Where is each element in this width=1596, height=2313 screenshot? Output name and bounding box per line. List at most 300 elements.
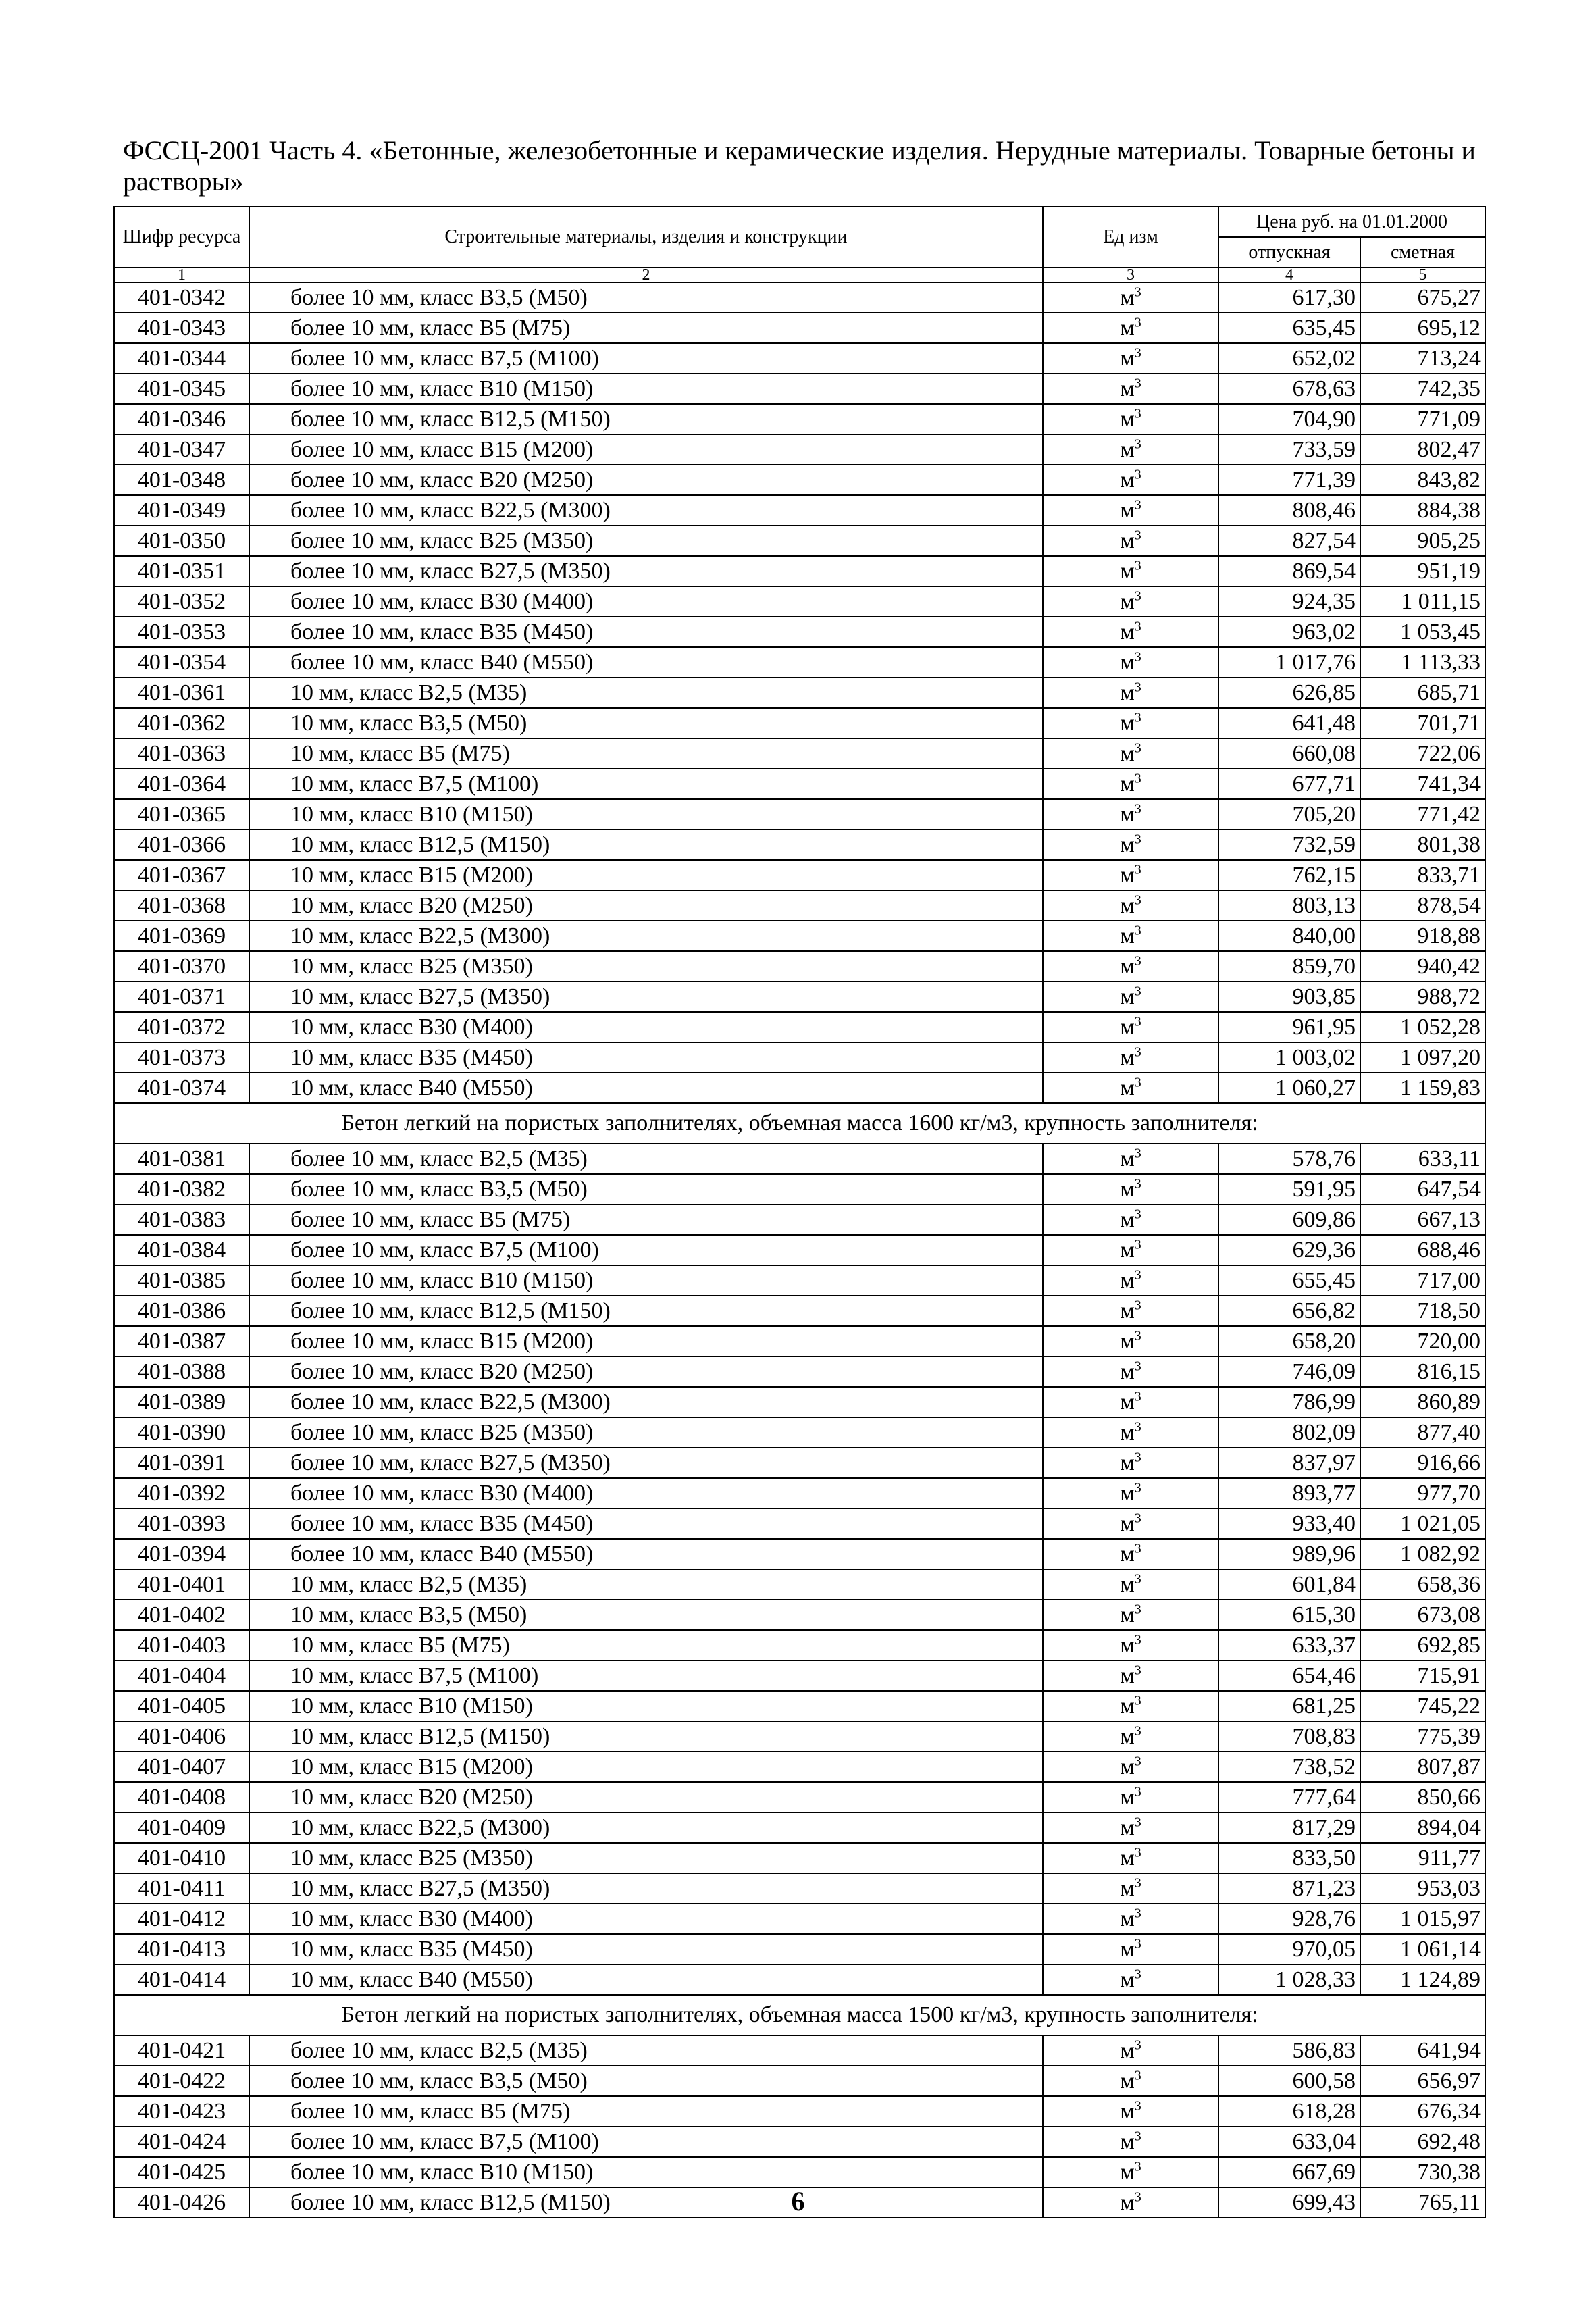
resource-code: 401-0394 (114, 1539, 249, 1569)
price-estimate: 765,11 (1360, 2187, 1485, 2218)
unit-base: м (1120, 1298, 1135, 1323)
price-release: 903,85 (1218, 982, 1360, 1012)
resource-code: 401-0386 (114, 1296, 249, 1326)
resource-description: 10 мм, класс В20 (М250) (249, 890, 1043, 921)
unit-base: м (1120, 923, 1135, 948)
price-estimate: 905,25 (1360, 526, 1485, 556)
price-estimate: 647,54 (1360, 1174, 1485, 1204)
resource-code: 401-0384 (114, 1235, 249, 1265)
price-estimate: 658,36 (1360, 1569, 1485, 1600)
unit-cell (1043, 2157, 1218, 2187)
unit-cell (1043, 647, 1218, 678)
price-estimate: 1 011,15 (1360, 586, 1485, 617)
resource-description: более 10 мм, класс В30 (М400) (249, 1478, 1043, 1508)
unit-base: м (1120, 649, 1135, 675)
price-estimate: 1 052,28 (1360, 1012, 1485, 1042)
price-release: 633,04 (1218, 2127, 1360, 2157)
unit-base: м (1120, 1014, 1135, 1040)
unit-cell (1043, 282, 1218, 313)
price-estimate: 843,82 (1360, 465, 1485, 495)
unit-base: м (1120, 284, 1135, 310)
price-estimate: 692,48 (1360, 2127, 1485, 2157)
unit-cell (1043, 556, 1218, 586)
unit-power: 3 (1134, 801, 1141, 817)
table-row (114, 282, 1485, 313)
table-row (114, 556, 1485, 586)
unit-cell (1043, 1296, 1218, 1326)
unit-power: 3 (1134, 1206, 1141, 1222)
resource-code: 401-0368 (114, 890, 249, 921)
price-release: 933,40 (1218, 1508, 1360, 1539)
price-estimate: 951,19 (1360, 556, 1485, 586)
price-release: 705,20 (1218, 799, 1360, 830)
resource-code: 401-0364 (114, 769, 249, 799)
price-estimate: 878,54 (1360, 890, 1485, 921)
unit-cell (1043, 1387, 1218, 1417)
table-row (114, 1417, 1485, 1448)
price-release: 635,45 (1218, 313, 1360, 343)
unit-base: м (1120, 1328, 1135, 1354)
resource-description: 10 мм, класс В25 (М350) (249, 951, 1043, 982)
price-release: 591,95 (1218, 1174, 1360, 1204)
price-release: 578,76 (1218, 1144, 1360, 1174)
resource-code: 401-0348 (114, 465, 249, 495)
page-number: 6 (791, 2186, 805, 2216)
table-row (114, 647, 1485, 678)
unit-cell (1043, 617, 1218, 647)
price-estimate: 801,38 (1360, 830, 1485, 860)
price-release: 615,30 (1218, 1600, 1360, 1630)
resource-code: 401-0366 (114, 830, 249, 860)
unit-power: 3 (1134, 1784, 1141, 1800)
price-release: 746,09 (1218, 1356, 1360, 1387)
resource-description: более 10 мм, класс В5 (М75) (249, 1204, 1043, 1235)
table-row (114, 1448, 1485, 1478)
resource-description: более 10 мм, класс В10 (М150) (249, 374, 1043, 404)
price-release: 771,39 (1218, 465, 1360, 495)
unit-cell (1043, 1600, 1218, 1630)
column-number: 2 (249, 268, 1043, 282)
unit-base: м (1120, 1267, 1135, 1293)
header-price: Цена руб. на 01.01.2000 (1218, 207, 1485, 237)
price-estimate: 1 124,89 (1360, 1964, 1485, 1995)
resource-description: 10 мм, класс В2,5 (М35) (249, 1569, 1043, 1600)
unit-power: 3 (1134, 1936, 1141, 1952)
unit-base: м (1120, 1875, 1135, 1901)
unit-cell (1043, 2096, 1218, 2127)
resource-description: более 10 мм, класс В3,5 (М50) (249, 1174, 1043, 1204)
resource-code: 401-0388 (114, 1356, 249, 1387)
table-row (114, 1073, 1485, 1103)
unit-base: м (1120, 1237, 1135, 1263)
resource-description: 10 мм, класс В15 (М200) (249, 1752, 1043, 1782)
unit-base: м (1120, 984, 1135, 1009)
unit-base: м (1120, 1541, 1135, 1567)
table-row (114, 586, 1485, 617)
resource-description: 10 мм, класс В7,5 (М100) (249, 1660, 1043, 1691)
column-number: 1 (114, 268, 249, 282)
unit-base: м (1120, 1966, 1135, 1992)
table-row (114, 1660, 1485, 1691)
table-row (114, 313, 1485, 343)
unit-base: м (1120, 2037, 1135, 2063)
unit-power: 3 (1134, 1328, 1141, 1344)
price-estimate: 771,09 (1360, 404, 1485, 434)
unit-cell (1043, 2066, 1218, 2096)
table-row (114, 1387, 1485, 1417)
unit-power: 3 (1134, 892, 1141, 908)
price-estimate: 918,88 (1360, 921, 1485, 951)
table-row (114, 1539, 1485, 1569)
price-estimate: 1 015,97 (1360, 1904, 1485, 1934)
table-row (114, 1843, 1485, 1873)
table-row (114, 1721, 1485, 1752)
unit-base: м (1120, 1075, 1135, 1100)
price-estimate: 775,39 (1360, 1721, 1485, 1752)
document-header (123, 135, 1494, 197)
unit-base: м (1120, 1936, 1135, 1962)
resource-description: более 10 мм, класс В40 (М550) (249, 1539, 1043, 1569)
price-release: 708,83 (1218, 1721, 1360, 1752)
unit-power: 3 (1134, 1176, 1141, 1192)
table-row (114, 434, 1485, 465)
price-release: 654,46 (1218, 1660, 1360, 1691)
price-release: 660,08 (1218, 738, 1360, 769)
table-row (114, 1012, 1485, 1042)
unit-base: м (1120, 1632, 1135, 1658)
unit-cell (1043, 982, 1218, 1012)
unit-base: м (1120, 1906, 1135, 1931)
unit-cell (1043, 1812, 1218, 1843)
resource-code: 401-0421 (114, 2035, 249, 2066)
section-heading-row (114, 1103, 1485, 1144)
resource-code: 401-0342 (114, 282, 249, 313)
price-estimate: 718,50 (1360, 1296, 1485, 1326)
unit-cell (1043, 890, 1218, 921)
resource-code: 401-0365 (114, 799, 249, 830)
price-estimate: 722,06 (1360, 738, 1485, 769)
unit-power: 3 (1134, 862, 1141, 878)
unit-base: м (1120, 1044, 1135, 1070)
resource-code: 401-0390 (114, 1417, 249, 1448)
price-release: 633,37 (1218, 1630, 1360, 1660)
unit-base: м (1120, 1176, 1135, 1202)
price-release: 840,00 (1218, 921, 1360, 951)
resource-description: 10 мм, класс В2,5 (М35) (249, 678, 1043, 708)
resource-description: 10 мм, класс В27,5 (М350) (249, 982, 1043, 1012)
price-estimate: 667,13 (1360, 1204, 1485, 1235)
column-number: 4 (1218, 268, 1360, 282)
price-release: 827,54 (1218, 526, 1360, 556)
price-release: 924,35 (1218, 586, 1360, 617)
table-row (114, 1356, 1485, 1387)
resource-code: 401-0362 (114, 708, 249, 738)
price-release: 681,25 (1218, 1691, 1360, 1721)
unit-base: м (1120, 315, 1135, 340)
unit-power: 3 (1134, 710, 1141, 726)
resource-description: 10 мм, класс В30 (М400) (249, 1904, 1043, 1934)
price-release: 1 003,02 (1218, 1042, 1360, 1073)
unit-cell (1043, 2035, 1218, 2066)
table-row (114, 1600, 1485, 1630)
price-release: 893,77 (1218, 1478, 1360, 1508)
resource-code: 401-0425 (114, 2157, 249, 2187)
price-release: 732,59 (1218, 830, 1360, 860)
unit-power: 3 (1134, 406, 1141, 422)
resource-code: 401-0409 (114, 1812, 249, 1843)
unit-base: м (1120, 588, 1135, 614)
resource-code: 401-0424 (114, 2127, 249, 2157)
resource-description: более 10 мм, класс В40 (М550) (249, 647, 1043, 678)
unit-base: м (1120, 1480, 1135, 1506)
unit-power: 3 (1134, 588, 1141, 604)
unit-base: м (1120, 1754, 1135, 1779)
table-row (114, 1691, 1485, 1721)
table-row (114, 799, 1485, 830)
price-release: 652,02 (1218, 343, 1360, 374)
resource-code: 401-0367 (114, 860, 249, 890)
resource-description: 10 мм, класс В20 (М250) (249, 1782, 1043, 1812)
unit-power: 3 (1134, 680, 1141, 695)
price-release: 808,46 (1218, 495, 1360, 526)
unit-base: м (1120, 740, 1135, 766)
resource-code: 401-0382 (114, 1174, 249, 1204)
unit-power: 3 (1134, 740, 1141, 756)
resource-code: 401-0414 (114, 1964, 249, 1995)
unit-cell (1043, 1873, 1218, 1904)
unit-base: м (1120, 1814, 1135, 1840)
table-row (114, 982, 1485, 1012)
unit-power: 3 (1134, 1602, 1141, 1617)
resource-code: 401-0410 (114, 1843, 249, 1873)
table-row (114, 2157, 1485, 2187)
price-estimate: 802,47 (1360, 434, 1485, 465)
table-row (114, 1904, 1485, 1934)
unit-power: 3 (1134, 558, 1141, 574)
resource-code: 401-0401 (114, 1569, 249, 1600)
table-row (114, 1204, 1485, 1235)
price-estimate: 850,66 (1360, 1782, 1485, 1812)
price-release: 963,02 (1218, 617, 1360, 647)
table-row (114, 830, 1485, 860)
unit-cell (1043, 1904, 1218, 1934)
resource-description: более 10 мм, класс В10 (М150) (249, 2157, 1043, 2187)
resource-description: более 10 мм, класс В25 (М350) (249, 1417, 1043, 1448)
unit-power: 3 (1134, 2129, 1141, 2144)
unit-power: 3 (1134, 1693, 1141, 1708)
unit-cell (1043, 1539, 1218, 1569)
price-estimate: 633,11 (1360, 1144, 1485, 1174)
price-estimate: 741,34 (1360, 769, 1485, 799)
resource-description: 10 мм, класс В35 (М450) (249, 1042, 1043, 1073)
table-row (114, 1235, 1485, 1265)
unit-base: м (1120, 1845, 1135, 1871)
unit-base: м (1120, 1602, 1135, 1627)
price-release: 678,63 (1218, 374, 1360, 404)
unit-base: м (1120, 710, 1135, 736)
price-release: 837,97 (1218, 1448, 1360, 1478)
unit-base: м (1120, 376, 1135, 401)
unit-cell (1043, 860, 1218, 890)
resource-description: более 10 мм, класс В22,5 (М300) (249, 495, 1043, 526)
price-estimate: 675,27 (1360, 282, 1485, 313)
unit-base: м (1120, 680, 1135, 705)
unit-power: 3 (1134, 1358, 1141, 1374)
unit-cell (1043, 1235, 1218, 1265)
price-release: 1 017,76 (1218, 647, 1360, 678)
resource-code: 401-0406 (114, 1721, 249, 1752)
unit-power: 3 (1134, 284, 1141, 300)
unit-power: 3 (1134, 1814, 1141, 1830)
resource-description: более 10 мм, класс В7,5 (М100) (249, 2127, 1043, 2157)
price-estimate: 688,46 (1360, 1235, 1485, 1265)
unit-cell (1043, 738, 1218, 769)
unit-power: 3 (1134, 2037, 1141, 2053)
price-estimate: 656,97 (1360, 2066, 1485, 2096)
unit-base: м (1120, 1510, 1135, 1536)
resource-description: более 10 мм, класс В2,5 (М35) (249, 2035, 1043, 2066)
unit-base: м (1120, 1358, 1135, 1384)
unit-base: м (1120, 2129, 1135, 2154)
resource-description: более 10 мм, класс В27,5 (М350) (249, 556, 1043, 586)
table-row (114, 1265, 1485, 1296)
unit-power: 3 (1134, 1419, 1141, 1435)
resource-code: 401-0361 (114, 678, 249, 708)
unit-power: 3 (1134, 1632, 1141, 1648)
table-row (114, 1478, 1485, 1508)
resource-description: более 10 мм, класс В3,5 (М50) (249, 2066, 1043, 2096)
price-estimate: 911,77 (1360, 1843, 1485, 1873)
unit-base: м (1120, 467, 1135, 492)
price-estimate: 692,85 (1360, 1630, 1485, 1660)
resource-description: более 10 мм, класс В30 (М400) (249, 586, 1043, 617)
price-estimate: 1 021,05 (1360, 1508, 1485, 1539)
unit-cell (1043, 1073, 1218, 1103)
table-row (114, 465, 1485, 495)
price-estimate: 1 053,45 (1360, 617, 1485, 647)
table-row (114, 617, 1485, 647)
unit-power: 3 (1134, 1044, 1141, 1060)
unit-power: 3 (1134, 1845, 1141, 1860)
price-estimate: 685,71 (1360, 678, 1485, 708)
price-estimate: 1 082,92 (1360, 1539, 1485, 1569)
resource-code: 401-0354 (114, 647, 249, 678)
unit-base: м (1120, 862, 1135, 888)
unit-power: 3 (1134, 497, 1141, 513)
unit-cell (1043, 1630, 1218, 1660)
unit-power: 3 (1134, 2068, 1141, 2083)
resource-code: 401-0351 (114, 556, 249, 586)
unit-base: м (1120, 1389, 1135, 1415)
unit-power: 3 (1134, 1014, 1141, 1030)
resource-code: 401-0371 (114, 982, 249, 1012)
table-row (114, 1782, 1485, 1812)
resource-code: 401-0370 (114, 951, 249, 982)
table-row (114, 890, 1485, 921)
resource-description: более 10 мм, класс В27,5 (М350) (249, 1448, 1043, 1478)
unit-base: м (1120, 2098, 1135, 2124)
table-row (114, 860, 1485, 890)
table-row (114, 769, 1485, 799)
resource-description: 10 мм, класс В5 (М75) (249, 1630, 1043, 1660)
unit-base: м (1120, 497, 1135, 523)
column-number: 3 (1043, 268, 1218, 282)
table-row (114, 2066, 1485, 2096)
table-row (114, 1042, 1485, 1073)
unit-power: 3 (1134, 984, 1141, 999)
price-estimate: 701,71 (1360, 708, 1485, 738)
resource-code: 401-0391 (114, 1448, 249, 1478)
unit-cell (1043, 1326, 1218, 1356)
table-row (114, 374, 1485, 404)
resource-code: 401-0407 (114, 1752, 249, 1782)
unit-cell (1043, 1012, 1218, 1042)
column-number: 5 (1360, 268, 1485, 282)
unit-base: м (1120, 2189, 1135, 2215)
resource-code: 401-0352 (114, 586, 249, 617)
price-estimate: 641,94 (1360, 2035, 1485, 2066)
table-row (114, 1296, 1485, 1326)
price-estimate: 717,00 (1360, 1265, 1485, 1296)
unit-cell (1043, 1691, 1218, 1721)
unit-base: м (1120, 1662, 1135, 1688)
resource-code: 401-0344 (114, 343, 249, 374)
unit-power: 3 (1134, 1510, 1141, 1526)
unit-base: м (1120, 1450, 1135, 1475)
unit-power: 3 (1134, 467, 1141, 482)
unit-cell (1043, 1265, 1218, 1296)
resource-code: 401-0393 (114, 1508, 249, 1539)
resource-description: 10 мм, класс В12,5 (М150) (249, 830, 1043, 860)
price-estimate: 988,72 (1360, 982, 1485, 1012)
resource-description: 10 мм, класс В27,5 (М350) (249, 1873, 1043, 1904)
table-row (114, 1326, 1485, 1356)
table-row (114, 1630, 1485, 1660)
unit-power: 3 (1134, 1571, 1141, 1587)
unit-cell (1043, 434, 1218, 465)
price-estimate: 676,34 (1360, 2096, 1485, 2127)
price-release: 817,29 (1218, 1812, 1360, 1843)
unit-cell (1043, 1843, 1218, 1873)
resource-code: 401-0404 (114, 1660, 249, 1691)
resource-code: 401-0405 (114, 1691, 249, 1721)
unit-cell (1043, 1752, 1218, 1782)
document-title: ФССЦ-2001 Часть 4. «Бетонные, железобетонные и керамические изделия. Нерудные материалы. Товарные бетоны и растворы» (123, 135, 1476, 197)
price-estimate: 720,00 (1360, 1326, 1485, 1356)
unit-power: 3 (1134, 832, 1141, 847)
unit-power: 3 (1134, 1389, 1141, 1404)
price-release: 658,20 (1218, 1326, 1360, 1356)
unit-cell (1043, 1782, 1218, 1812)
resource-code: 401-0363 (114, 738, 249, 769)
table-row (114, 1934, 1485, 1964)
unit-cell (1043, 1508, 1218, 1539)
table-row (114, 495, 1485, 526)
unit-power: 3 (1134, 315, 1141, 330)
unit-cell (1043, 769, 1218, 799)
resource-code: 401-0423 (114, 2096, 249, 2127)
table-row (114, 1752, 1485, 1782)
table-row (114, 678, 1485, 708)
price-estimate: 673,08 (1360, 1600, 1485, 1630)
unit-power: 3 (1134, 771, 1141, 786)
price-estimate: 715,91 (1360, 1660, 1485, 1691)
unit-base: м (1120, 1419, 1135, 1445)
unit-base: м (1120, 1146, 1135, 1171)
resource-code: 401-0403 (114, 1630, 249, 1660)
price-release: 802,09 (1218, 1417, 1360, 1448)
price-release: 733,59 (1218, 434, 1360, 465)
